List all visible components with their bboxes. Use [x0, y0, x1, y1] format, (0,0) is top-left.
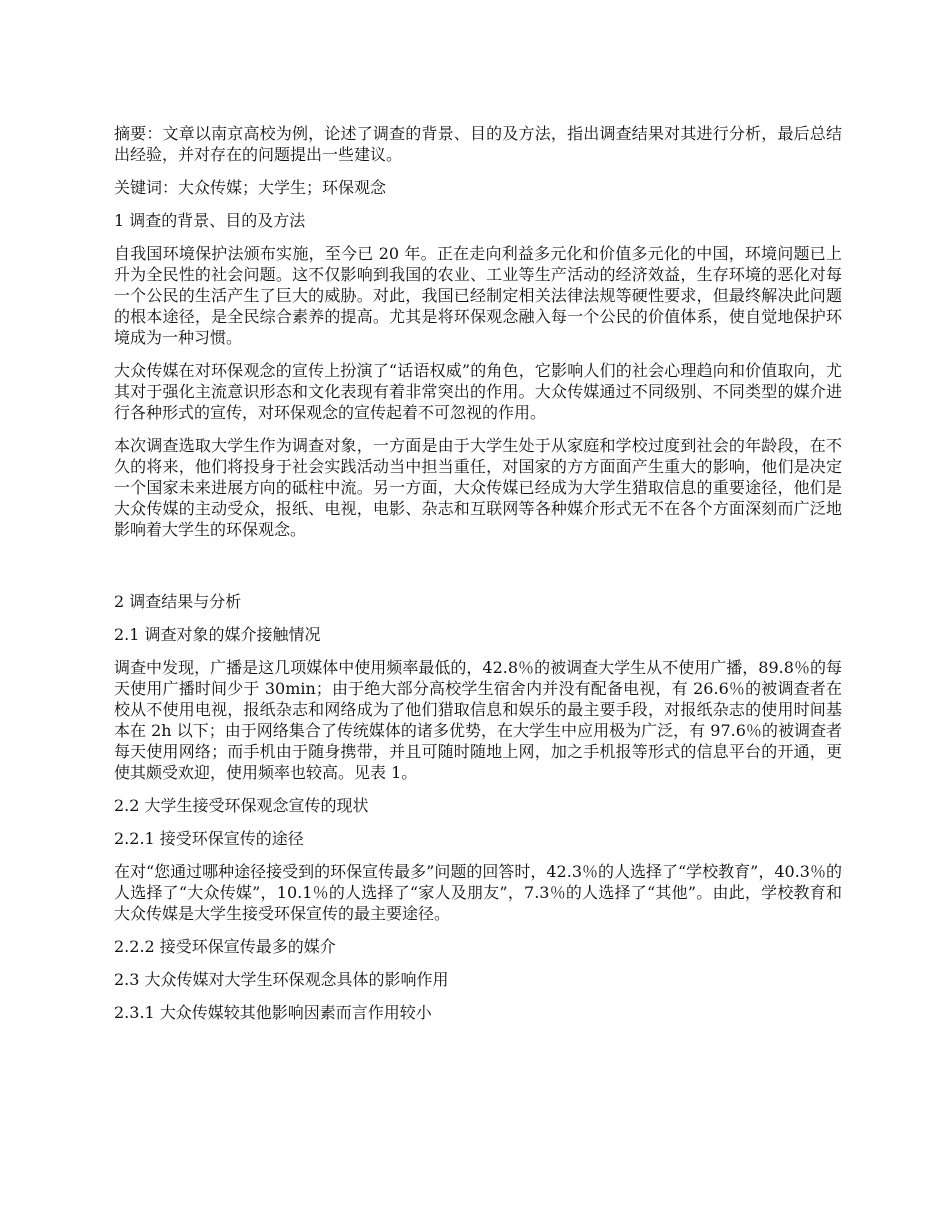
section-1-paragraph-2: 大众传媒在对环保观念的宣传上扮演了“话语权威”的角色，它影响人们的社会心理趋向和价值取向，尤其对于强化主流意识形态和文化表现有着非常突出的作用。大众传媒通过不同级别、不同类型的媒介进行各种形式的宣传，对环保观念的宣传起着不可忽视的作用。 [114, 361, 842, 422]
section-2-3-1-title: 2.3.1 大众传媒较其他影响因素而言作用较小 [114, 1003, 432, 1022]
abstract: 摘要：文章以南京高校为例，论述了调查的背景、目的及方法，指出调查结果对其进行分析，最后总结出经验，并对存在的问题提出一些建议。 [114, 124, 842, 164]
document-page [114, 123, 842, 1035]
section-1-title: 1 调查的背景、目的及方法 [114, 211, 306, 230]
section-2-2-2-title: 2.2.2 接受环保宣传最多的媒介 [114, 937, 336, 956]
section-1-paragraph-1: 自我国环境保护法颁布实施，至今已 20 年。正在走向利益多元化和价值多元化的中国，环境问题已上升为全民性的社会问题。这不仅影响到我国的农业、工业等生产活动的经济效益，生存环境的恶化对每一个公民的生活产生了巨大的威胁。对此，我国已经制定相关法律法规等硬性要求，但最终解决此问题的根本途径，是全民综合素养的提高。尤其是将环保观念融入每一个公民的价值体系，使自觉地保护环境成为一种习惯。 [114, 244, 842, 347]
section-2-3-title: 2.3 大众传媒对大学生环保观念具体的影响作用 [114, 970, 449, 989]
section-2-title: 2 调查结果与分析 [114, 592, 242, 611]
section-2-2-1-title: 2.2.1 接受环保宣传的途径 [114, 829, 304, 848]
section-2-2-1-paragraph: 在对“您通过哪种途径接受到的环保宣传最多”问题的回答时，42.3％的人选择了“学校教育”，40.3％的人选择了“大众传媒”，10.1％的人选择了“家人及朋友”，7.3％的人选择了“其他”。由此，学校教育和大众传媒是大学生接受环保宣传的最主要途径。 [114, 862, 842, 923]
section-1-paragraph-3: 本次调查选取大学生作为调查对象，一方面是由于大学生处于从家庭和学校过度到社会的年龄段，在不久的将来，他们将投身于社会实践活动当中担当重任，对国家的方方面面产生重大的影响，他们是决定一个国家未来进展方向的砥柱中流。另一方面，大众传媒已经成为大学生猎取信息的重要途径，他们是大众传媒的主动受众，报纸、电视，电影、杂志和互联网等各种媒介形式无不在各个方面深刻而广泛地影响着大学生的环保观念。 [114, 436, 842, 539]
section-2-1-paragraph: 调查中发现，广播是这几项媒体中使用频率最低的，42.8％的被调查大学生从不使用广播，89.8％的每天使用广播时间少于 30min；由于绝大部分高校学生宿舍内并没有配备电视，有 26.6％的被调查者在校从不使用电视，报纸杂志和网络成为了他们猎取信息和娱乐的最主要手段，对报纸杂志的使用时间基本在 2h 以下；由于网络集合了传统媒体的诸多优势，在大学生中应用极为广泛，有 97.6％的被调查者每天使用网络；而手机由于随身携带，并且可随时随地上网，加之手机报等形式的信息平台的开通，更使其颇受欢迎，使用频率也较高。见表 1。 [114, 658, 842, 782]
section-2-1-title: 2.1 调查对象的媒介接触情况 [114, 625, 321, 644]
keywords: 关键词：大众传媒；大学生；环保观念 [114, 178, 387, 197]
section-spacer [114, 552, 842, 591]
section-2-2-title: 2.2 大学生接受环保观念宣传的现状 [114, 796, 369, 815]
